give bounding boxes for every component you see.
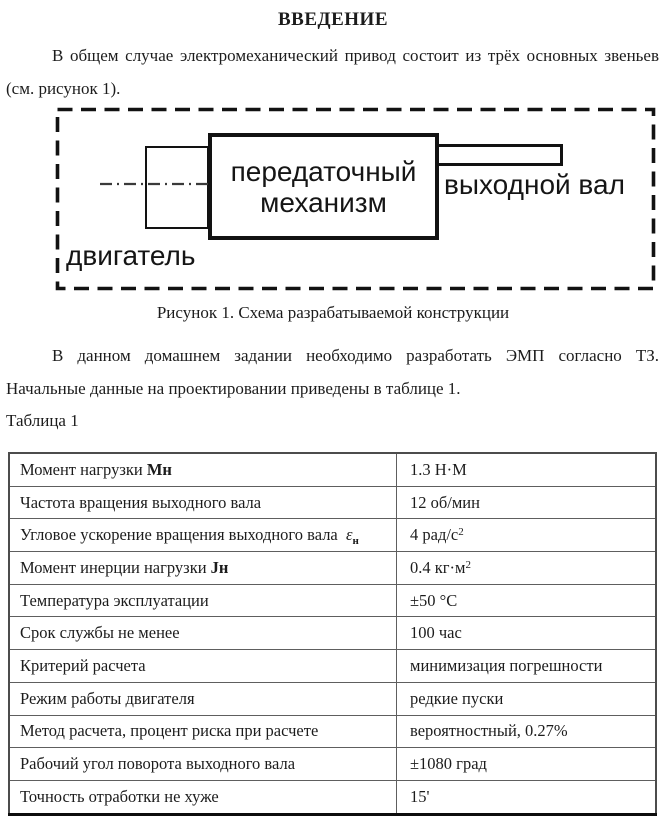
param-value-cell [397, 486, 657, 519]
figure-diagram [0, 107, 666, 305]
table-row [9, 682, 656, 715]
param-label-cell [9, 682, 397, 715]
text-part: 1.3 Н·М [410, 459, 467, 479]
output-shaft-label: выходной вал [444, 169, 625, 200]
text-part: 2 [458, 526, 464, 539]
table-row [9, 453, 656, 486]
table-row [9, 552, 656, 585]
text-part: ±50 °C [410, 590, 458, 610]
text-part: Угловое ускорение вращения выходного вала [20, 525, 347, 545]
text-part: Момент инерции нагрузки [20, 557, 211, 577]
param-label-cell [9, 715, 397, 748]
table-row [9, 650, 656, 683]
text-part: Режим работы двигателя [20, 688, 195, 708]
transmission-box [208, 133, 439, 240]
param-label-cell [9, 453, 397, 486]
param-label-cell [9, 486, 397, 519]
text-part: Точность отработки не хуже [20, 786, 219, 806]
text-part: Частота вращения выходного вала [20, 492, 262, 512]
text-part: 4 рад/с [410, 525, 459, 545]
text-part: 100 час [410, 623, 462, 643]
param-value-cell [397, 715, 657, 748]
param-label-cell [9, 650, 397, 683]
text-part: 12 об/мин [410, 492, 480, 512]
table-row [9, 584, 656, 617]
param-value-cell [397, 748, 657, 781]
param-label-cell [9, 780, 397, 814]
table-row [9, 519, 656, 552]
text-part: ε [346, 525, 353, 545]
table-row [9, 617, 656, 650]
table-row [9, 780, 656, 814]
param-label-cell [9, 584, 397, 617]
output-shaft-bar [436, 144, 563, 166]
text-part: Температура эксплуатации [20, 590, 209, 610]
param-label-cell [9, 748, 397, 781]
text-part: 0.4 кг·м [410, 557, 466, 577]
text-part: Критерий расчета [20, 655, 146, 675]
transmission-label-line1: передаточный [230, 155, 417, 187]
param-label-cell [9, 519, 397, 552]
table-row [9, 486, 656, 519]
text-part: н [352, 535, 359, 548]
param-value-cell [397, 552, 657, 585]
text-part: редкие пуски [410, 688, 504, 708]
text-part: вероятностный, 0.27% [410, 721, 568, 741]
text-part: Срок службы не менее [20, 623, 180, 643]
table-label: Таблица 1 [6, 411, 79, 430]
text-part: ±1080 град [410, 754, 487, 774]
table-row [9, 748, 656, 781]
intro-paragraph: В общем случае электромеханический привод состоит из трёх основных звеньев (см. рисунок 1). [6, 46, 659, 98]
transmission-label-line2: механизм [260, 186, 387, 218]
text-part: 15' [410, 786, 430, 806]
param-value-cell [397, 650, 657, 683]
page-title: ВВЕДЕНИЕ [278, 9, 388, 30]
param-value-cell [397, 584, 657, 617]
param-value-cell [397, 682, 657, 715]
param-label-cell [9, 552, 397, 585]
figure-caption: Рисунок 1. Схема разрабатываемой конструкции [156, 303, 510, 322]
table-row [9, 715, 656, 748]
text-part: Метод расчета, процент риска при расчете [20, 721, 319, 741]
text-part: минимизация погрешности [410, 655, 603, 675]
text-part: 2 [465, 558, 471, 571]
text-part: Мн [146, 459, 172, 479]
param-value-cell [397, 780, 657, 814]
motor-label: двигатель [66, 240, 196, 271]
table-body [9, 453, 656, 814]
param-value-cell [397, 519, 657, 552]
text-part: Рабочий угол поворота выходного вала [20, 754, 296, 774]
param-value-cell [397, 617, 657, 650]
text-part: Момент нагрузки [20, 459, 147, 479]
text-part: Jн [210, 557, 229, 577]
task-paragraph: В данном домашнем задании необходимо разработать ЭМП согласно ТЗ. Начальные данные на проектировании приведены в таблице 1. [6, 346, 659, 398]
parameters-table [8, 452, 657, 816]
param-label-cell [9, 617, 397, 650]
param-value-cell [397, 453, 657, 486]
